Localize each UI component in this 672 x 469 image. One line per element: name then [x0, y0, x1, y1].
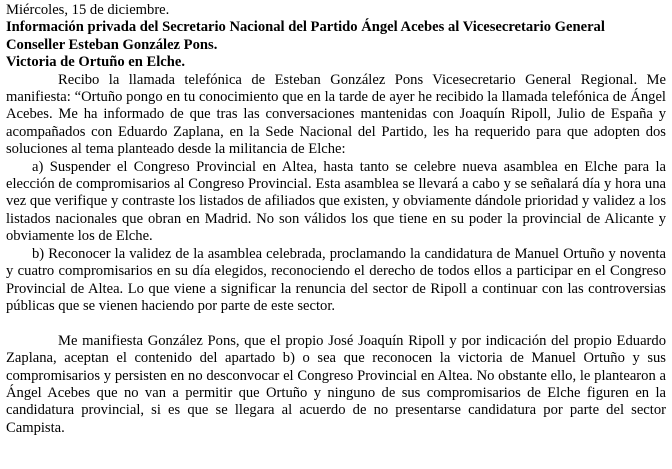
intro-paragraph: Recibo la llamada telefónica de Esteban González Pons Vicesecretario General Regional. Me manifiesta: “Ortuño pongo en tu conocimiento que en la tarde de ayer he recibido la llamada telefónica de Ángel Acebes. Me ha informado de que tras las conversaciones mantenidas con Joaquín Ripoll, Julio de España y acompañados con Eduardo Zaplana, en la Sede Nacional del Partido, les ha requerido para que adopten dos soluciones al tema planteado desde la militancia de Elche: [6, 71, 666, 158]
item-b-paragraph: b) Reconocer la validez de la asamblea celebrada, proclamando la candidatura de Manuel Ortuño y noventa y cuatro compromisarios en su día elegidos, reconociendo el derecho de todos ellos a participar en el Congreso Provincial de Altea. Lo que viene a significar la renuncia del sector de Ripoll a continuar con las controversias públicas que se vienen haciendo por parte de este sector. [6, 245, 666, 314]
final-paragraph: Me manifiesta González Pons, que el propio José Joaquín Ripoll y por indicación del propio Eduardo Zaplana, aceptan el contenido del apartado b) o sea que reconocen la victoria de Manuel Ortuño y sus compromisarios y persisten en no desconvocar el Congreso Provincial en Altea. No obstante ello, le plantearon a Ángel Acebes que no van a permitir que Ortuño y ninguno de sus compromisarios de Elche figuren en la candidatura provincial, si es que se llegara al acuerdo de no presentarse candidatura por parte del sector Campista. [6, 332, 666, 436]
document-date: Miércoles, 15 de diciembre. [6, 2, 170, 18]
item-a-paragraph: a) Suspender el Congreso Provincial en Altea, hasta tanto se celebre nueva asamblea en Elche para la elección de compromisarios al Congreso Provincial. Esta asamblea se llevará a cabo y se señalará día y hora una vez que verifique y contraste los listados de afiliados que existen, y obviamente dándole prioridad y validez a los listados nacionales que obran en Madrid. No son válidos los que tiene en su poder la provincial de Alicante y obviamente los de Elche. [6, 158, 666, 245]
document-subheading: Victoria de Ortuño en Elche. [6, 54, 186, 71]
paragraph-spacer [6, 315, 666, 332]
document-heading: Información privada del Secretario Nacional del Partido Ángel Acebes al Vicesecretario General Conseller Esteban González Pons. [6, 19, 605, 53]
